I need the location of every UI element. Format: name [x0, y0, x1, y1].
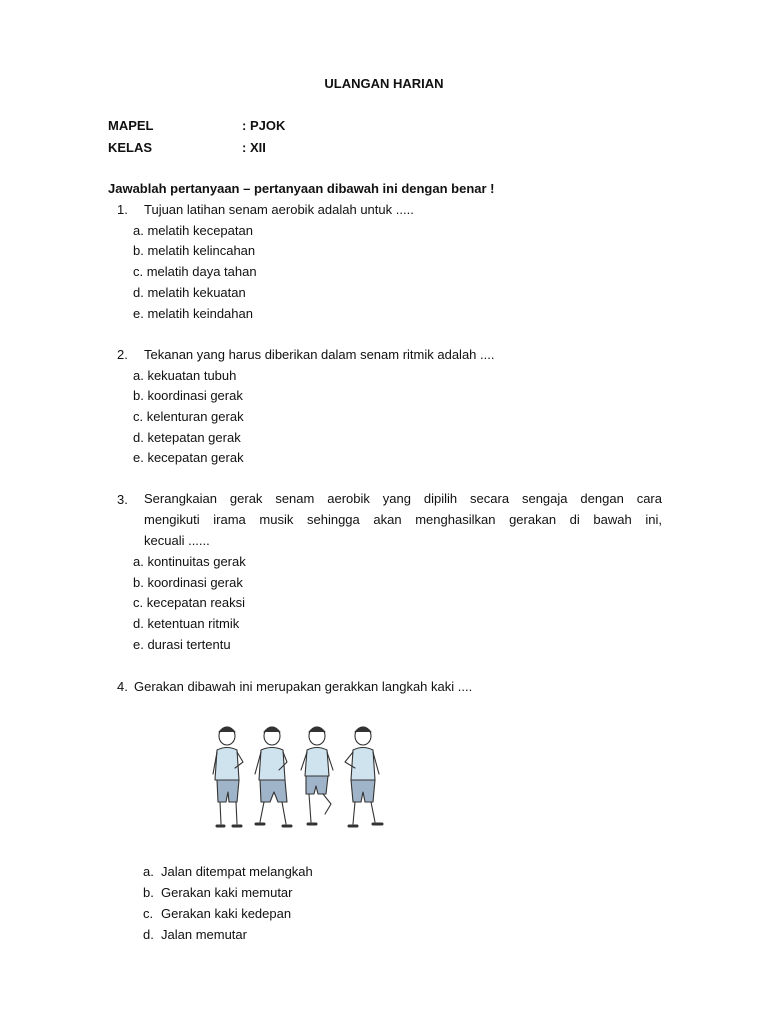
child-figure-3 — [301, 727, 333, 824]
q3-option-a: a. kontinuitas gerak — [133, 554, 246, 569]
q4-option-d-letter: d. — [143, 927, 154, 942]
instruction: Jawablah pertanyaan – pertanyaan dibawah ini dengan benar ! — [108, 181, 495, 196]
child-figure-1 — [213, 727, 243, 826]
q3-option-e: e. durasi tertentu — [133, 637, 231, 652]
q1-option-c: c. melatih daya tahan — [133, 264, 257, 279]
q3-text-line-3: kecuali ...... — [144, 533, 210, 548]
q3-text-line-1: Serangkaian gerak senam aerobik yang dipilih secara sengaja dengan cara — [144, 491, 662, 506]
q2-option-d: d. ketepatan gerak — [133, 430, 241, 445]
q2-number: 2. — [117, 347, 128, 362]
q1-option-d: d. melatih kekuatan — [133, 285, 246, 300]
child-figure-4 — [345, 727, 382, 826]
q3-text-line-2: mengikuti irama musik sehingga akan menghasilkan gerakan di bawah ini, — [144, 512, 662, 527]
q3-text — [144, 488, 662, 551]
mapel-label: MAPEL — [108, 118, 154, 133]
q3-number: 3. — [117, 492, 128, 507]
q4-option-a-text: Jalan ditempat melangkah — [161, 864, 313, 879]
q4-option-d-text: Jalan memutar — [161, 927, 247, 942]
q4-number: 4. — [117, 679, 128, 694]
mapel-value: : PJOK — [242, 118, 286, 133]
q3-option-d: d. ketentuan ritmik — [133, 616, 240, 631]
q4-option-b-letter: b. — [143, 885, 154, 900]
q1-text: Tujuan latihan senam aerobik adalah untuk ..... — [144, 202, 414, 217]
q1-option-b: b. melatih kelincahan — [133, 243, 256, 258]
q1-option-e: e. melatih keindahan — [133, 306, 253, 321]
q1-number: 1. — [117, 202, 128, 217]
q2-option-a: a. kekuatan tubuh — [133, 368, 237, 383]
q2-option-b: b. koordinasi gerak — [133, 388, 243, 403]
kelas-label: KELAS — [108, 140, 153, 155]
child-figure-2 — [255, 727, 291, 826]
q3-option-c: c. kecepatan reaksi — [133, 595, 246, 610]
q2-option-c: c. kelenturan gerak — [133, 409, 244, 424]
q2-text: Tekanan yang harus diberikan dalam senam ritmik adalah .... — [144, 347, 495, 362]
page-title: ULANGAN HARIAN — [324, 76, 444, 91]
q1-option-a: a. melatih kecepatan — [133, 223, 253, 238]
q3-option-b: b. koordinasi gerak — [133, 575, 243, 590]
q4-option-c-text: Gerakan kaki kedepan — [161, 906, 292, 921]
kelas-value: : XII — [242, 140, 266, 155]
step-movement-illustration — [205, 722, 395, 844]
q4-option-a-letter: a. — [143, 864, 154, 879]
q4-option-c-letter: c. — [143, 906, 154, 921]
q4-option-b-text: Gerakan kaki memutar — [161, 885, 293, 900]
q4-text: Gerakan dibawah ini merupakan gerakkan langkah kaki .... — [134, 679, 473, 694]
q2-option-e: e. kecepatan gerak — [133, 450, 244, 465]
